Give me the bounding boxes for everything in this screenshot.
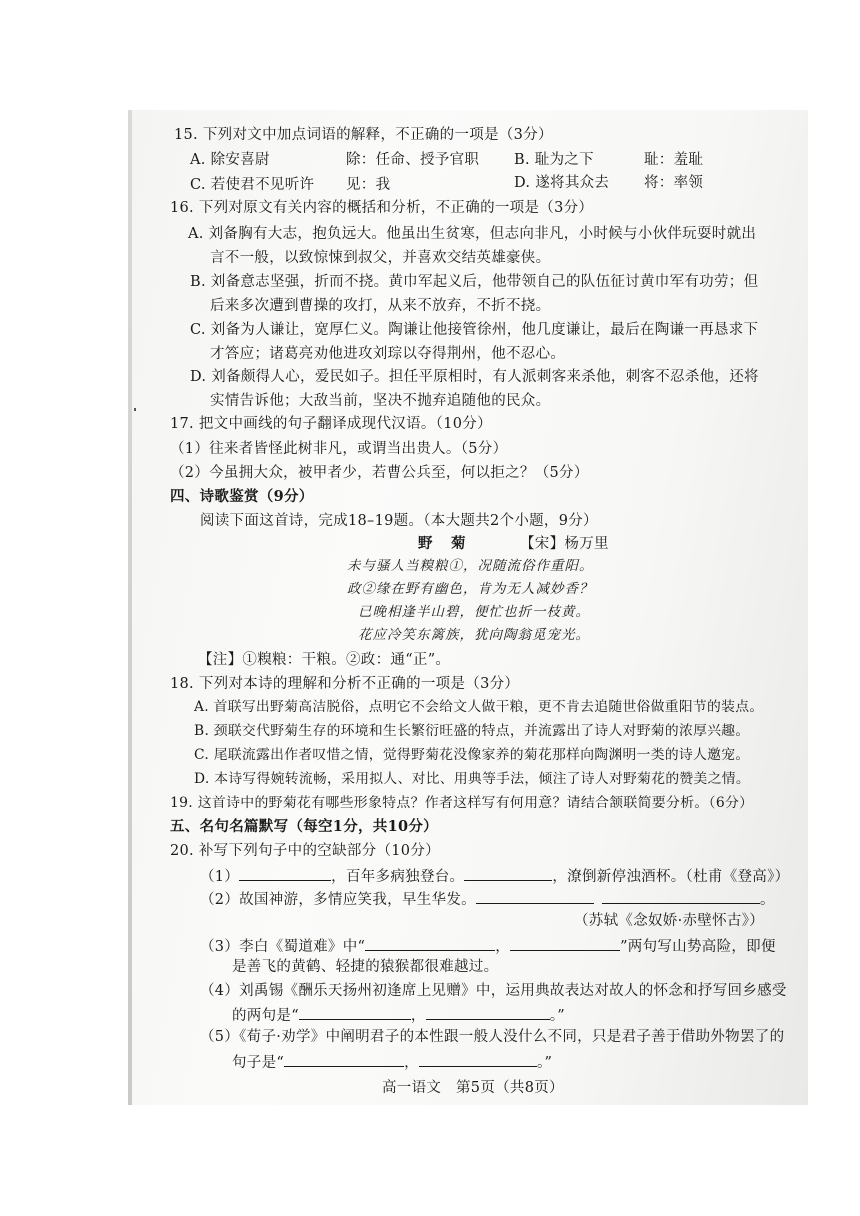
- q15-option-a-explain: 除：任命、授予官职: [346, 152, 480, 168]
- q20-item-5-line2: [232, 1052, 552, 1072]
- answer-blank[interactable]: [464, 866, 552, 881]
- answer-blank[interactable]: [365, 936, 495, 951]
- q20-item-2: [200, 889, 775, 909]
- q20-item-4-comma: ，: [410, 1008, 426, 1024]
- answer-blank[interactable]: [419, 1052, 537, 1067]
- q20-item-3: [200, 936, 776, 956]
- scan-speck: [134, 408, 136, 411]
- answer-blank[interactable]: [284, 1052, 404, 1067]
- q20-item-5-comma: ，: [404, 1055, 419, 1071]
- section-5-heading: 五、名句名篇默写（每空1分，共10分）: [170, 818, 438, 835]
- poem-author: 【宋】杨万里: [520, 536, 609, 552]
- q16-option-b-line1: B. 刘备意志坚强，折而不挠。黄巾军起义后，他带领自己的队伍征讨黄巾军有功劳；但: [190, 274, 759, 290]
- answer-blank[interactable]: [476, 889, 594, 904]
- q18-option-d: D. 本诗写得婉转流畅，采用拟人、对比、用典等手法，倾注了诗人对野菊花的赞美之情。: [194, 771, 750, 787]
- q18-option-a: A. 首联写出野菊高洁脱俗，点明它不会给文人做干粮，更不肯去追随世俗做重阳节的装点。: [194, 699, 764, 715]
- q16-stem: 16. 下列对原文有关内容的概括和分析，不正确的一项是（3分）: [170, 200, 594, 216]
- q20-item-4-end: 。”: [549, 1008, 565, 1024]
- answer-blank[interactable]: [239, 866, 331, 881]
- poem-note: 【注】①糗粮：干粮。②政：通“正”。: [198, 652, 451, 668]
- q16-option-c-line2: 才答应；诸葛亮劝他进攻刘琮以夺得荆州，他不忍心。: [210, 346, 566, 362]
- q16-option-a-line2: 言不一般，以致惊悚到叔父，并喜欢交结英雄豪侠。: [210, 250, 551, 266]
- q20-item-4-prefix: 的两句是“: [232, 1008, 299, 1024]
- answer-blank[interactable]: [602, 889, 760, 904]
- q20-item-3-suffix: ”两句写山势高险，即便: [620, 939, 776, 955]
- q15-option-d: D. 遂将其众去: [514, 175, 610, 191]
- answer-blank[interactable]: [510, 936, 620, 951]
- q20-item-1-prefix: （1）: [200, 869, 240, 885]
- q20-item-1: [200, 866, 789, 886]
- q20-item-2-prefix: （2）故国神游，多情应笑我，早生华发。: [200, 892, 476, 908]
- section-4-intro: 阅读下面这首诗，完成18–19题。（本大题共2个小题，9分）: [200, 513, 598, 529]
- q18-option-b: B. 颈联交代野菊生存的环境和生长繁衍旺盛的特点，并流露出了诗人对野菊的浓厚兴趣。: [194, 723, 750, 739]
- q17-sentence-1: （1）往来者皆怪此树非凡，或谓当出贵人。（5分）: [170, 441, 508, 457]
- q20-item-4-line2: [232, 1005, 565, 1025]
- q15-option-b-explain: 耻：羞耻: [644, 152, 704, 168]
- q20-item-5-end: 。”: [536, 1055, 553, 1071]
- q19-stem: 19. 这首诗中的野菊花有哪些形象特点？作者这样写有何用意？请结合颔联简要分析。（6分）: [170, 795, 754, 811]
- q16-option-b-line2: 后来多次遭到曹操的攻打，从来不放弃，不折不挠。: [210, 298, 551, 314]
- q20-item-5-line1: （5）《荀子·劝学》中阐明君子的本性跟一般人没什么不同，只是君子善于借助外物罢了的: [200, 1029, 785, 1045]
- q15-option-b: B. 耻为之下: [514, 152, 594, 168]
- answer-blank[interactable]: [299, 1005, 411, 1020]
- page-footer: 高一语文 第5页（共8页）: [382, 1080, 564, 1096]
- q15-option-c: C. 若使君不见听许: [190, 177, 315, 193]
- q16-option-d-line1: D. 刘备颇得人心，爱民如子。担任平原相时，有人派刺客来杀他，刺客不忍杀他，还将: [190, 369, 759, 385]
- q20-item-2-source: （苏轼《念奴娇·赤壁怀古》）: [574, 913, 765, 929]
- q15-option-c-explain: 见：我: [346, 177, 391, 193]
- q20-item-3-prefix: （3）李白《蜀道难》中“: [200, 939, 366, 955]
- poem-line-3: 已晚相逢半山碧，便忙也折一枝黄。: [358, 604, 590, 620]
- q20-stem: 20. 补写下列句子中的空缺部分（10分）: [170, 843, 440, 859]
- answer-blank[interactable]: [426, 1005, 550, 1020]
- q18-option-c: C. 尾联流露出作者叹惜之情，觉得野菊花没像家养的菊花那样向陶渊明一类的诗人邀宠。: [194, 747, 750, 763]
- q20-item-5-prefix: 句子是“: [232, 1055, 285, 1071]
- q17-stem: 17. 把文中画线的句子翻译成现代汉语。（10分）: [170, 416, 492, 432]
- q20-item-2-end: 。: [759, 892, 775, 908]
- q15-stem: 15. 下列对文中加点词语的解释，不正确的一项是（3分）: [174, 127, 553, 143]
- q16-option-c-line1: C. 刘备为人谦让，宽厚仁义。陶谦让他接管徐州，他几度谦让，最后在陶谦一再恳求下: [190, 322, 759, 338]
- poem-line-4: 花应冷笑东篱族，犹向陶翁觅宠光。: [358, 627, 590, 643]
- q20-item-1-suffix: ，潦倒新停浊酒杯。（杜甫《登高》）: [552, 869, 790, 885]
- q20-item-1-middle: ，百年多病独登台。: [331, 869, 465, 885]
- poem-title: 野 菊: [418, 535, 468, 552]
- q17-sentence-2: （2）今虽拥大众，被甲者少，若曹公兵至，何以拒之？（5分）: [170, 465, 589, 481]
- q15-option-a: A. 除安喜尉: [190, 152, 270, 168]
- q20-item-3-comma: ，: [495, 939, 511, 955]
- q20-item-3-line2: 是善飞的黄鹤、轻捷的猿猴都很难越过。: [232, 959, 499, 975]
- q20-item-4-line1: （4）刘禹锡《酬乐天扬州初逢席上见赠》中，运用典故表达对故人的怀念和抒写回乡感受: [200, 983, 787, 999]
- poem-line-2: 政②缘在野有幽色，肯为无人减妙香？: [347, 581, 594, 597]
- q15-option-d-explain: 将：率领: [644, 175, 704, 191]
- q16-option-d-line2: 实情告诉他；大敌当前，坚决不抛弃追随他的民众。: [210, 393, 551, 409]
- q18-stem: 18. 下列对本诗的理解和分析不正确的一项是（3分）: [170, 676, 520, 692]
- poem-line-1: 未与骚人当糗粮①，况随流俗作重阳。: [347, 558, 594, 574]
- section-4-heading: 四、诗歌鉴赏（9分）: [170, 488, 314, 505]
- q16-option-a-line1: A. 刘备胸有大志，抱负远大。他虽出生贫寒，但志向非凡，小时候与小伙伴玩耍时就出: [188, 226, 757, 242]
